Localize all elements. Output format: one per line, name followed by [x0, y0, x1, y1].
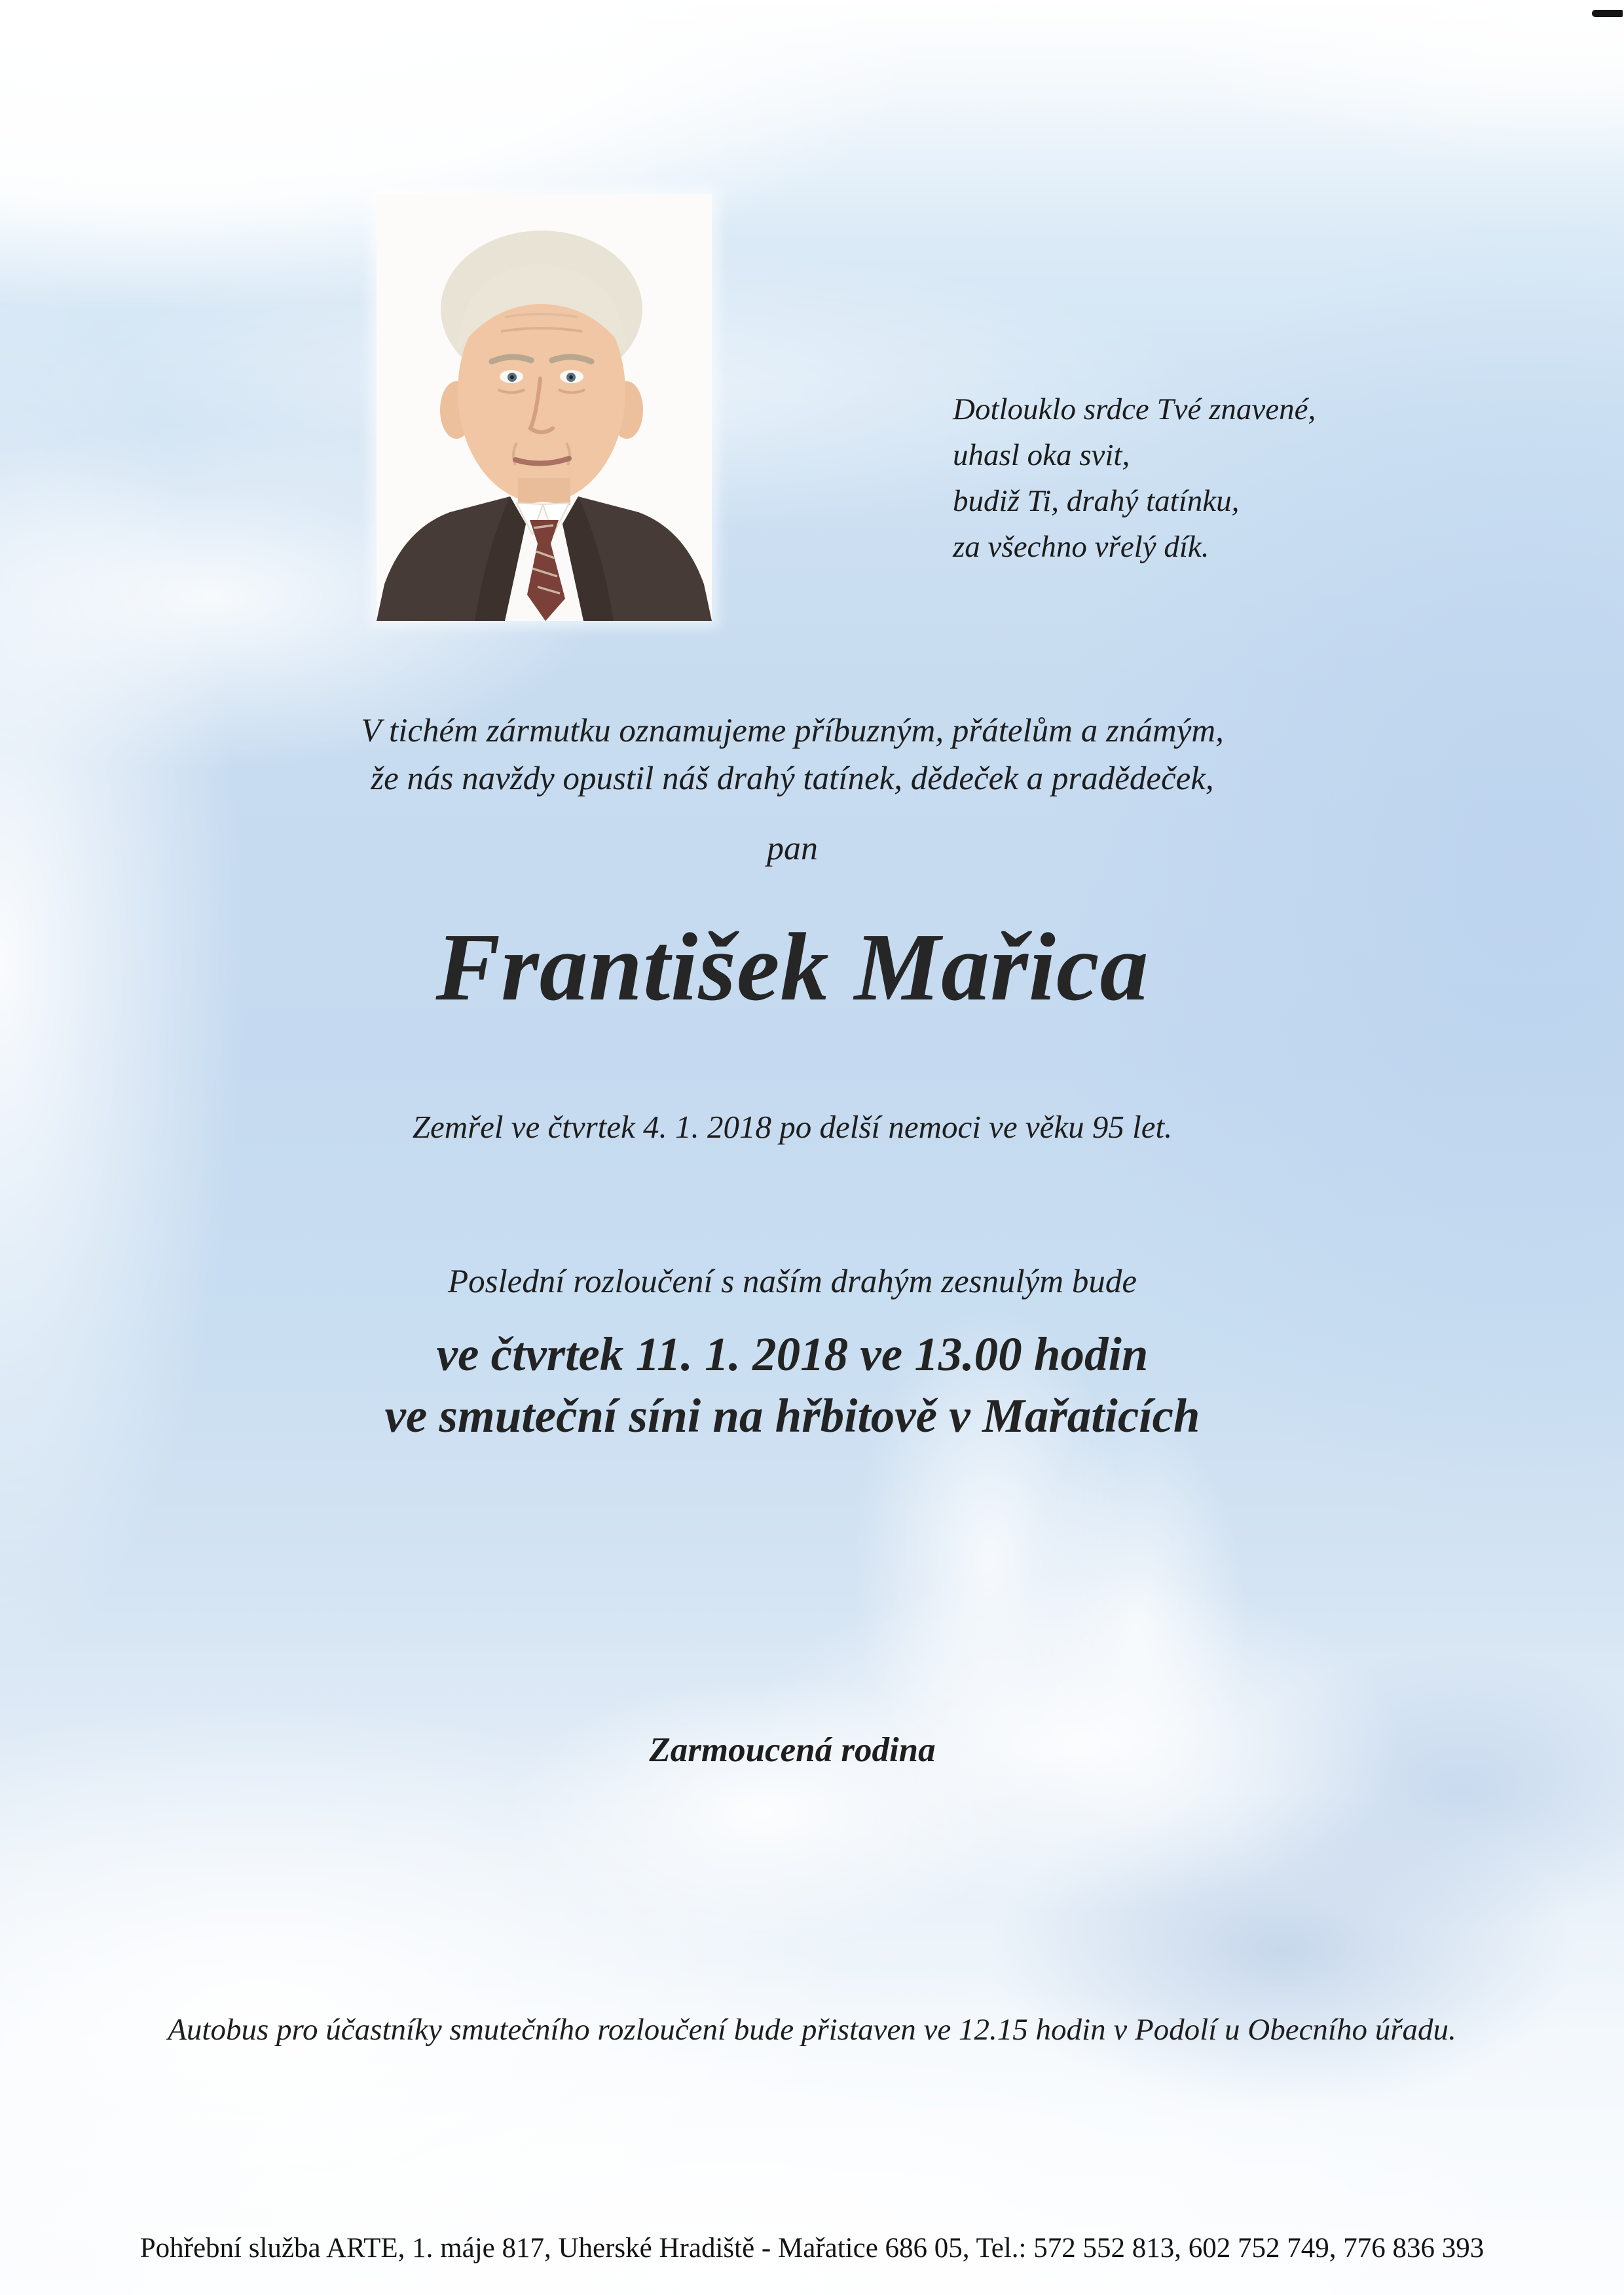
poem-line-2: uhasl oka svit, [953, 438, 1130, 472]
farewell-datetime: ve čtvrtek 11. 1. 2018 ve 13.00 hodin [436, 1328, 1149, 1381]
poem-line-3: budiž Ti, drahý tatínku, [953, 484, 1240, 518]
announcement-text [0, 707, 1585, 803]
family-signature: Zarmoucená rodina [649, 1731, 936, 1769]
poem-line-4: za všechno vřelý dík. [953, 530, 1209, 564]
bus-info: Autobus pro účastníky smutečního rozloučení bude přistaven ve 12.15 hodin v Podolí u Obecního úřadu. [168, 2013, 1456, 2047]
opening-poem [953, 386, 1316, 570]
funeral-service-footer: Pohřební služba ARTE, 1. máje 817, Uherské Hradiště - Mařatice 686 05, Tel.: 572 552 813, 602 752 749, 776 836 393 [139, 2233, 1485, 2264]
farewell-intro: Poslední rozloučení s naším drahým zesnulým bude [448, 1263, 1137, 1300]
announcement-line-1: V tichém zármutku oznamujeme příbuzným, přátelům a známým, [361, 713, 1224, 749]
salutation: pan [767, 830, 818, 867]
farewell-place: ve smuteční síni na hřbitově v Mařaticích [384, 1389, 1200, 1442]
announcement-line-2: že nás navždy opustil náš drahý tatínek, dědeček a pradědeček, [371, 760, 1214, 797]
portrait-illustration [377, 194, 712, 621]
death-info: Zemřel ve čtvrtek 4. 1. 2018 po delší nemoci ve věku 95 let. [412, 1109, 1173, 1145]
deceased-portrait-photo [377, 194, 712, 621]
poem-line-1: Dotlouklo srdce Tvé znavené, [953, 392, 1316, 426]
deceased-name: František Mařica [435, 914, 1149, 1021]
scan-artifact-mark [1592, 10, 1623, 17]
